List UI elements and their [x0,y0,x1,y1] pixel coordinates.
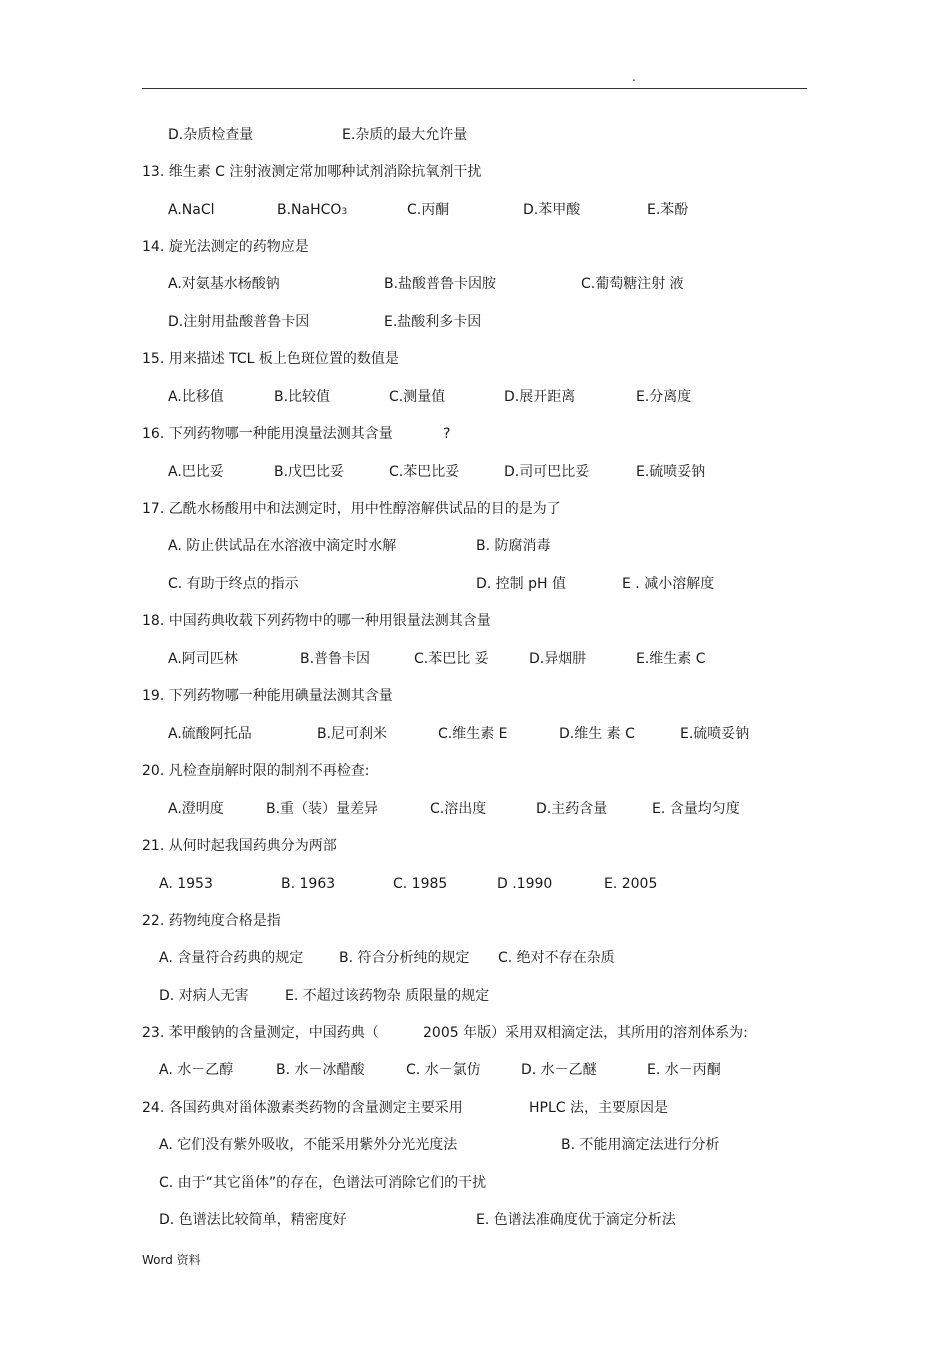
q19-option-c: C.维生素 E [438,726,508,742]
q15-option-c: C.测量值 [389,389,446,405]
header-rule [142,88,807,89]
q14-option-a: A.对氨基水杨酸钠 [168,276,280,292]
q13-option-b-subscript: 3 [341,207,348,217]
q13-option-d: D.苯甲酸 [523,202,581,218]
q24-stem-part-2: HPLC 法，主要原因是 [529,1100,668,1116]
q22-option-b: B. 符合分析纯的规定 [339,950,470,966]
q16-stem: 16. 下列药物哪一种能用溴量法测其含量 [142,426,393,442]
q17-option-d: D. 控制 pH 值 [476,576,566,592]
q21-option-e: E. 2005 [604,876,658,892]
q13-option-b [277,199,347,223]
q24-stem-part-1: 24. 各国药典对甾体激素类药物的含量测定主要采用 [142,1100,463,1116]
q14-option-b: B.盐酸普鲁卡因胺 [384,276,497,292]
q20-option-c: C.溶出度 [430,801,487,817]
q22-option-c: C. 绝对不存在杂质 [498,950,615,966]
q17-option-a: A. 防止供试品在水溶液中滴定时水解 [168,538,397,554]
q19-option-a: A.硫酸阿托品 [168,726,252,742]
q20-stem: 20. 凡检查崩解时限的制剂不再检查: [142,763,370,779]
q15-option-b: B.比较值 [274,389,331,405]
q13-option-e: E.苯酚 [647,202,689,218]
q21-stem: 21. 从何时起我国药典分为两部 [142,838,337,854]
q15-option-a: A.比移值 [168,389,224,405]
q16-option-b: B.戊巴比妥 [274,464,345,480]
q24-option-a: A. 它们没有紫外吸收，不能采用紫外分光光度法 [159,1137,458,1153]
q14-stem: 14. 旋光法测定的药物应是 [142,239,309,255]
q19-option-e: E.硫喷妥钠 [680,726,750,742]
q21-option-c: C. 1985 [393,876,448,892]
q22-option-e: E. 不超过该药物杂 质限量的规定 [285,988,490,1004]
q14-option-d: D.注射用盐酸普鲁卡因 [168,314,310,330]
header-dot: . [632,70,636,84]
page-footer: Word 资料 [142,1253,201,1267]
q18-option-b: B.普鲁卡因 [300,651,371,667]
q13-stem: 13. 维生素 C 注射液测定常加哪种试剂消除抗氧剂干扰 [142,164,482,180]
q15-stem: 15. 用来描述 TCL 板上色斑位置的数值是 [142,351,399,367]
q19-stem: 19. 下列药物哪一种能用碘量法测其含量 [142,688,393,704]
q22-option-a: A. 含量符合药典的规定 [159,950,304,966]
q21-option-a: A. 1953 [159,876,213,892]
q16-option-e: E.硫喷妥钠 [636,464,706,480]
q18-option-a: A.阿司匹林 [168,651,238,667]
q23-option-d: D. 水－乙醚 [521,1062,597,1078]
q17-option-c: C. 有助于终点的指示 [168,576,299,592]
q22-stem: 22. 药物纯度合格是指 [142,913,281,929]
q13-option-c: C.丙酮 [407,202,450,218]
q18-option-d: D.异烟肼 [529,651,587,667]
q17-option-e: E . 减小溶解度 [622,576,715,592]
q24-option-b: B. 不能用滴定法进行分析 [561,1137,720,1153]
q13-option-b-text: B.NaHCO [277,202,342,218]
q19-option-d: D.维生 素 C [559,726,635,742]
q16-option-d: D.司可巴比妥 [504,464,590,480]
q20-option-a: A.澄明度 [168,801,224,817]
q13-option-a: A.NaCl [168,202,215,218]
q23-option-b: B. 水－冰醋酸 [276,1062,365,1078]
q24-option-e: E. 色谱法准确度优于滴定分析法 [476,1212,676,1228]
q24-option-c: C. 由于“其它甾体”的存在，色谱法可消除它们的干扰 [159,1175,487,1191]
q18-option-c: C.苯巴比 妥 [414,651,489,667]
q12-option-d: D.杂质检查量 [168,127,254,143]
q20-option-b: B.重（装）量差异 [266,801,379,817]
q23-option-c: C. 水－氯仿 [406,1062,481,1078]
q23-stem-part-1: 23. 苯甲酸钠的含量测定，中国药典（ [142,1025,379,1041]
q16-question-mark: ? [443,426,451,442]
q18-stem: 18. 中国药典收载下列药物中的哪一种用银量法测其含量 [142,613,491,629]
q23-option-a: A. 水－乙醇 [159,1062,234,1078]
q15-option-d: D.展开距离 [504,389,576,405]
q17-option-b: B. 防腐消毒 [476,538,551,554]
q22-option-d: D. 对病人无害 [159,988,249,1004]
q18-option-e: E.维生素 C [636,651,706,667]
q14-option-c: C.葡萄糖注射 液 [581,276,684,292]
q17-stem: 17. 乙酰水杨酸用中和法测定时，用中性醇溶解供试品的目的是为了 [142,501,561,517]
q23-option-e: E. 水－丙酮 [647,1062,721,1078]
q12-option-e: E.杂质的最大允许量 [342,127,468,143]
q16-option-c: C.苯巴比妥 [389,464,460,480]
q21-option-d: D .1990 [497,876,553,892]
q14-option-e: E.盐酸利多卡因 [384,314,482,330]
q24-option-d: D. 色谱法比较简单，精密度好 [159,1212,347,1228]
q16-option-a: A.巴比妥 [168,464,224,480]
q20-option-d: D.主药含量 [536,801,608,817]
q15-option-e: E.分离度 [636,389,692,405]
q19-option-b: B.尼可刹米 [317,726,388,742]
q21-option-b: B. 1963 [281,876,336,892]
q23-stem-part-2: 2005 年版）采用双相滴定法，其所用的溶剂体系为: [423,1025,748,1041]
q20-option-e: E. 含量均匀度 [652,801,740,817]
